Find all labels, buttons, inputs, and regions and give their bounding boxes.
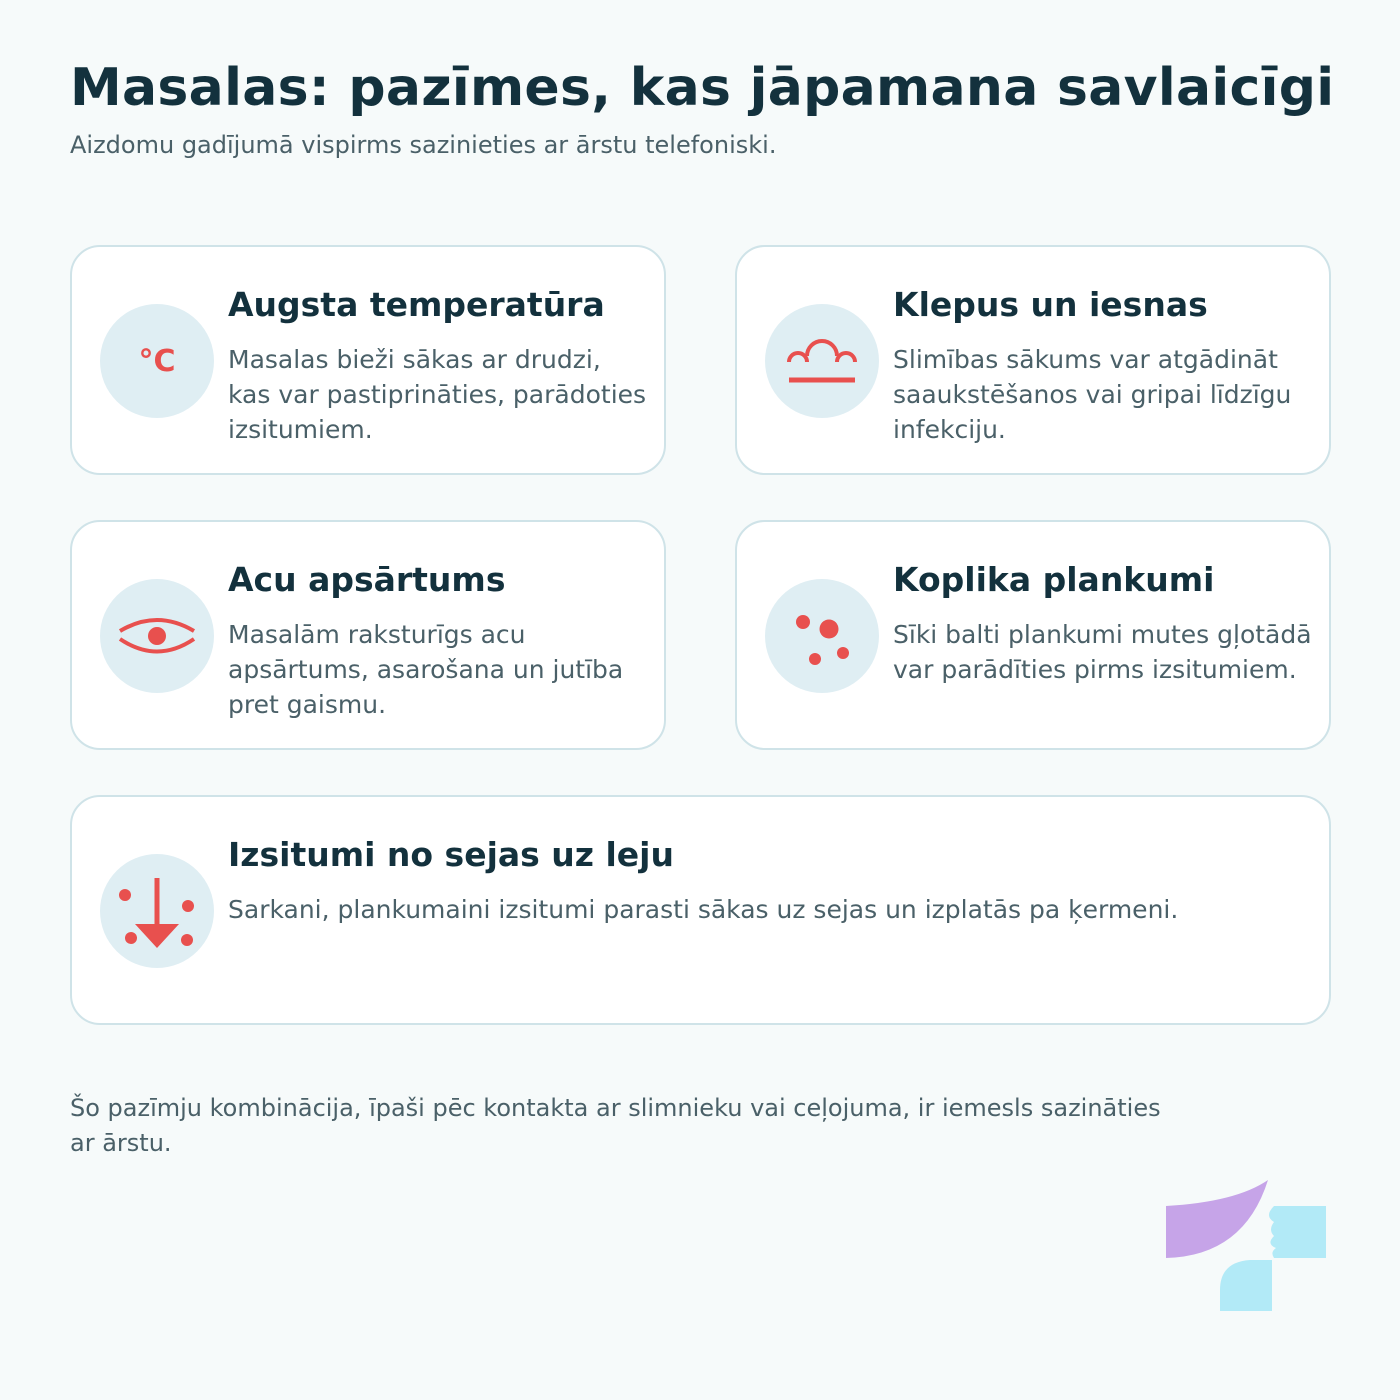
card-text: Masalas bieži sākas ar drudzi, kas var pastiprināties, parādoties izsitumiem.	[228, 345, 647, 444]
card-text: Sīki balti plankumi mutes gļotādā var parādīties pirms izsitumiem.	[893, 620, 1312, 684]
footer-note: Šo pazīmju kombinācija, īpaši pēc kontakta ar slimnieku vai ceļojuma, ir iemesls sazināties ar ārstu.	[70, 1094, 1161, 1157]
card-title: Acu apsārtums	[228, 560, 506, 599]
card-text: Slimības sākums var atgādināt saaukstēšanos vai gripai līdzīgu infekciju.	[893, 345, 1292, 444]
cough-cloud-icon	[765, 304, 879, 418]
symptom-card-koplik	[735, 520, 1331, 750]
symptom-card-cough	[735, 245, 1331, 475]
card-text: Masalām raksturīgs acu apsārtums, asarošana un jutība pret gaismu.	[228, 620, 624, 719]
card-title: Klepus un iesnas	[893, 285, 1208, 324]
symptom-card-fever	[70, 245, 666, 475]
card-title: Koplika plankumi	[893, 560, 1215, 599]
medical-cross-face-logo	[1166, 1180, 1328, 1316]
card-title: Izsitumi no sejas uz leju	[228, 835, 674, 874]
thermometer-celsius-icon	[100, 304, 214, 418]
card-title: Augsta temperatūra	[228, 285, 605, 324]
page-title: Masalas: pazīmes, kas jāpamana savlaicīgi	[70, 58, 1335, 118]
svg-text:°C: °C	[138, 344, 176, 379]
rash-down-arrow-icon	[100, 854, 214, 968]
symptom-card-eyes	[70, 520, 666, 750]
card-text: Sarkani, plankumaini izsitumi parasti sākas uz sejas un izplatās pa ķermeni.	[228, 895, 1179, 924]
eye-icon	[100, 579, 214, 693]
symptom-card-rash	[70, 795, 1331, 1025]
spots-icon	[765, 579, 879, 693]
page-subtitle: Aizdomu gadījumā vispirms sazinieties ar ārstu telefoniski.	[70, 131, 777, 159]
